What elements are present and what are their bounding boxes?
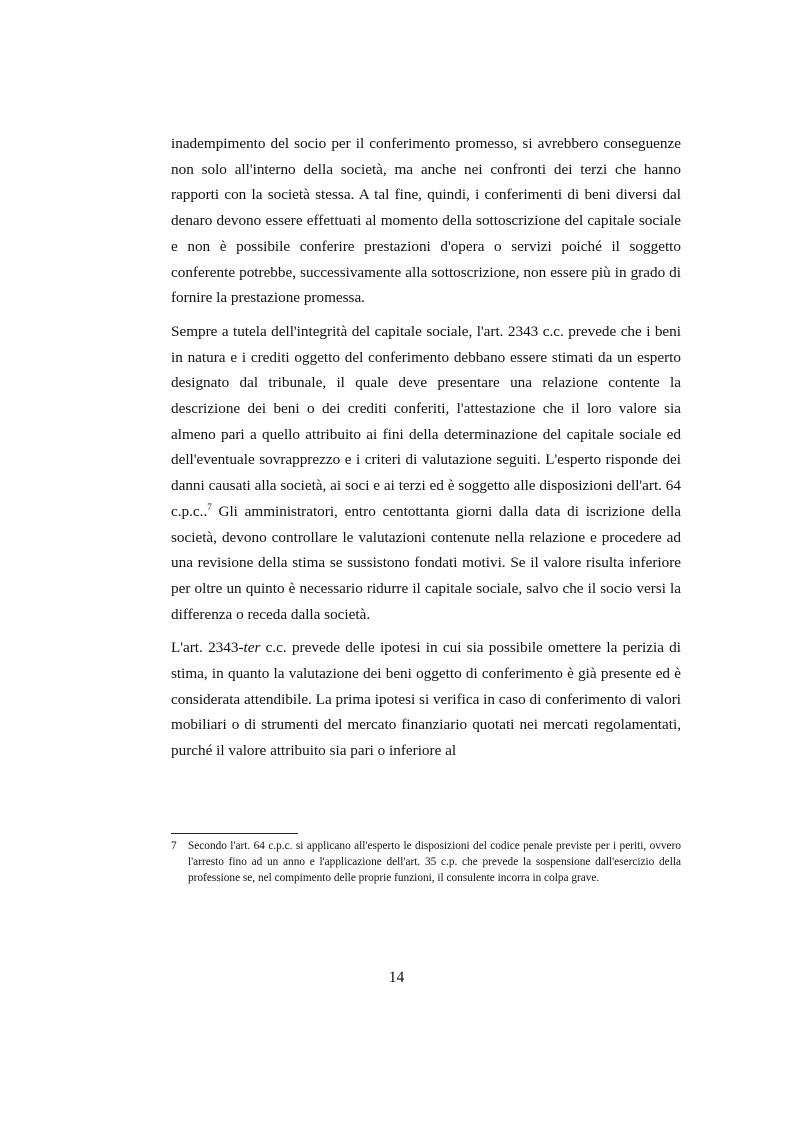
footnote-number: 7 xyxy=(171,840,177,852)
footnote-separator xyxy=(171,833,298,834)
body-text xyxy=(171,131,681,764)
footnote-text: Secondo l'art. 64 c.p.c. si applicano all'esperto le disposizioni del codice penale previste per i periti, ovvero l'arresto fino ad un anno e l'applicazione dell'art. 35 c.p. che prevede la sospensione dall'esercizio della professione se, nel compimento delle proprie funzioni, il consulente incorra in colpa grave. xyxy=(188,840,681,884)
paragraph-3-rest: c.c. prevede delle ipotesi in cui sia possibile omettere la perizia di stima, in quanto la valutazione dei beni oggetto di conferimento è già presente ed è considerata attendibile. La prima ipotesi si verifica in caso di conferimento di valori mobiliari o di strumenti del mercato finanziario quotati nei mercati regolamentati, purché il valore attribuito sia pari o inferiore al xyxy=(171,639,681,760)
paragraph-3-prefix: L'art. 2343- xyxy=(171,639,244,657)
paragraph-2-text-b: Gli amministratori, entro centottanta giorni dalla data di iscrizione della società, devono controllare le valutazioni contenute nella relazione e procedere ad una revisione della stima se sussistono fondati motivi. Se il valore risulta inferiore per oltre un quinto è necessario ridurre il capitale sociale, salvo che il socio versi la differenza o receda dalla società. xyxy=(171,502,681,623)
paragraph-1: inadempimento del socio per il conferimento promesso, si avrebbero conseguenze non solo all'interno della società, ma anche nei confronti dei terzi che hanno rapporti con la società stessa. A tal fine, quindi, i conferimenti di beni diversi dal denaro devono essere effettuati al momento della sottoscrizione del capitale sociale e non è possibile conferire prestazioni d'opera o servizi poiché il soggetto conferente potrebbe, successivamente alla sottoscrizione, non essere più in grado di fornire la prestazione promessa. xyxy=(171,135,681,307)
footnote-7 xyxy=(171,838,681,886)
paragraph-3-italic-ter: ter xyxy=(243,639,261,657)
page-number: 14 xyxy=(388,969,405,986)
footnote-reference-7[interactable]: 7 xyxy=(207,501,212,512)
paragraph-2 xyxy=(171,319,681,627)
paragraph-2-text-a: Sempre a tutela dell'integrità del capitale sociale, l'art. 2343 c.c. prevede che i beni in natura e i crediti oggetto del conferimento debbano essere stimati da un esperto designato dal tribunale, il quale deve presentare una relazione contente la descrizione dei beni o dei crediti conferiti, l'attestazione che il loro valore sia almeno pari a quello attribuito ai fini della determinazione del capitale sociale ed dell'eventuale sovrapprezzo e i criteri di valutazione seguiti. L'esperto risponde dei danni causati alla società, ai soci e ai terzi ed è soggetto alle disposizioni dell'art. 64 c.p.c.. xyxy=(171,322,681,520)
paragraph-3 xyxy=(171,635,681,764)
